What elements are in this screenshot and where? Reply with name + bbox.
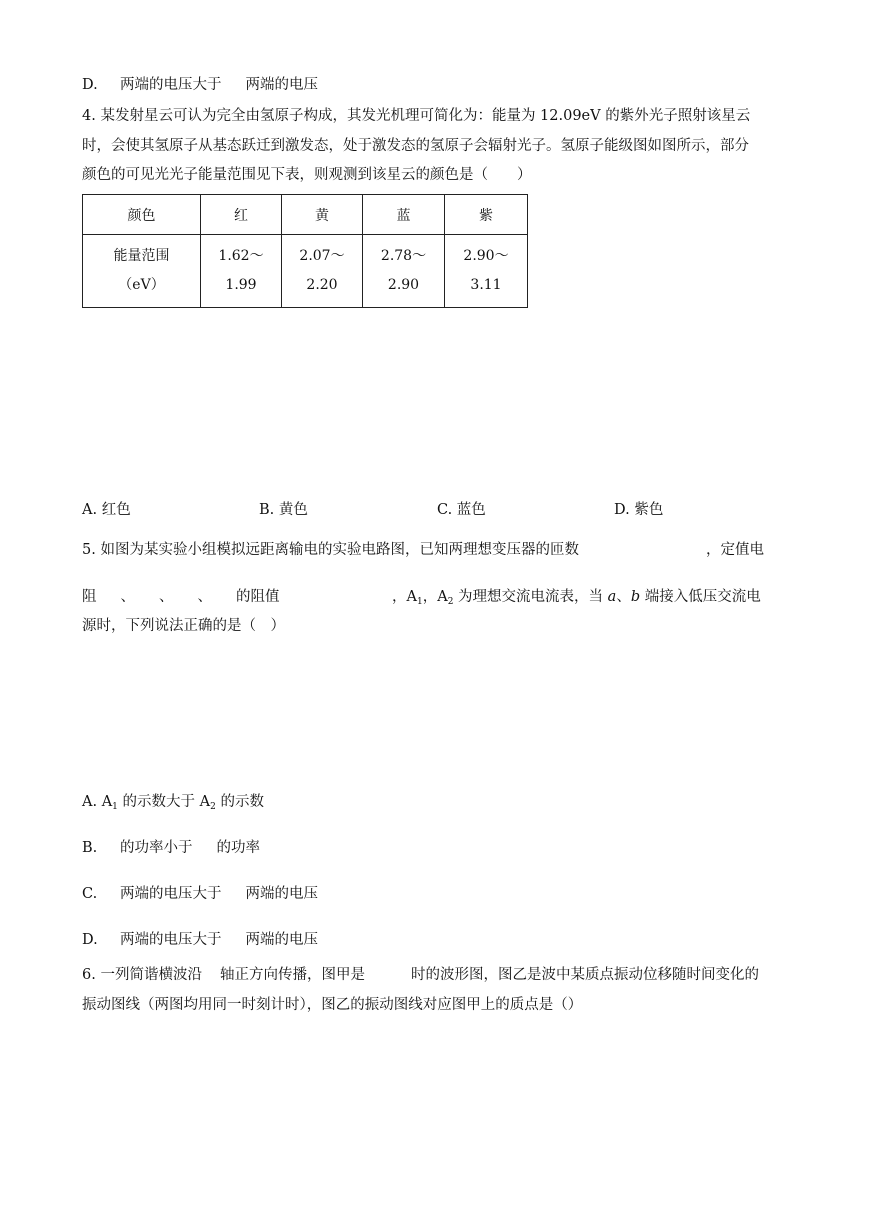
q5-stem-line-1-a: 5. 如图为某实验小组模拟远距离输电的实验电路图，已知两理想变压器的匝数 xyxy=(82,542,579,558)
q5-option-d-text-1: 两端的电压大于 xyxy=(120,932,222,948)
q5-stem-line-2 xyxy=(82,587,280,607)
table-header-cell: 红 xyxy=(201,195,282,235)
q5-option-c xyxy=(82,884,318,904)
q5-sub: 1 xyxy=(416,597,423,607)
range-to: 2.20 xyxy=(306,277,338,293)
q6-text: 6. 一列简谐横波沿 xyxy=(82,967,202,983)
table-cell xyxy=(282,235,363,308)
q3-option-d-text-1: 两端的电压大于 xyxy=(120,77,222,93)
q5-text: 端接入低压交流电 xyxy=(640,589,761,605)
table-header-cell: 紫 xyxy=(445,195,528,235)
q5-opt-a-sub: 1 xyxy=(112,802,118,812)
table-row-label xyxy=(83,235,201,308)
q5-opt-a-text: 的示数大于 A xyxy=(117,794,211,810)
q5-option-d-text-2: 两端的电压 xyxy=(245,932,318,948)
table-row xyxy=(83,235,528,308)
q5-text: 、 xyxy=(197,589,212,605)
table-header-cell: 颜色 xyxy=(83,195,201,235)
q6-text: 轴正方向传播，图甲是 xyxy=(219,967,365,983)
q4-option-a: A. 红色 xyxy=(82,502,131,518)
range-from: 1.62～ xyxy=(218,248,264,264)
q5-opt-a-text: A. A xyxy=(82,794,113,810)
range-to: 1.99 xyxy=(225,277,257,293)
table-header-cell: 黄 xyxy=(282,195,363,235)
q6-text: 时的波形图，图乙是波中某质点振动位移随时间变化的 xyxy=(410,967,759,983)
q5-text: 阻 xyxy=(82,589,97,605)
row-label-line-1: 能量范围 xyxy=(113,248,170,264)
q3-option-d xyxy=(82,75,318,95)
table-cell xyxy=(445,235,528,308)
q5-option-b-text-2: 的功率 xyxy=(216,840,260,856)
table-header-cell: 蓝 xyxy=(363,195,445,235)
q5-text: ，A xyxy=(392,589,417,605)
q3-option-d-text-2: 两端的电压 xyxy=(245,77,318,93)
q5-text: 、 xyxy=(120,589,135,605)
q5-var-b: b xyxy=(630,589,641,605)
q5-option-d xyxy=(82,930,318,950)
q6-stem-line-2: 振动图线（两图均用同一时刻计时），图乙的振动图线对应图甲上的质点是（） xyxy=(82,997,583,1013)
table-header-row xyxy=(83,195,528,235)
table-cell xyxy=(201,235,282,308)
q4-stem-line-2: 时，会使其氢原子从基态跃迁到激发态，处于激发态的氢原子会辐射光子。氢原子能级图如图所示，部分 xyxy=(82,138,749,154)
q5-stem-line-3: 源时，下列说法正确的是（ ） xyxy=(82,618,285,634)
q5-stem-line-1-b: ，定值电 xyxy=(706,542,764,558)
range-to: 3.11 xyxy=(470,277,502,293)
q3-option-d-label: D. xyxy=(82,77,98,93)
q5-sub: 2 xyxy=(447,597,454,607)
q5-stem-line-2-right xyxy=(392,587,761,612)
q5-text: ，A xyxy=(422,589,448,605)
q5-text: 、 xyxy=(616,589,631,605)
range-from: 2.90～ xyxy=(463,248,509,264)
q5-option-b-text-1: 的功率小于 xyxy=(120,840,193,856)
q5-option-b xyxy=(82,838,260,858)
q5-option-b-label: B. xyxy=(82,840,98,856)
q5-option-c-text-1: 两端的电压大于 xyxy=(120,886,222,902)
q4-option-c: C. 蓝色 xyxy=(437,502,486,518)
q5-option-a xyxy=(82,792,264,817)
q5-text: 的阻值 xyxy=(236,589,280,605)
table-cell xyxy=(363,235,445,308)
row-label-line-2: （eV） xyxy=(118,277,165,293)
energy-range-table xyxy=(82,194,528,308)
q6-stem-line-1 xyxy=(82,965,759,985)
q4-stem-line-3: 颜色的可见光光子能量范围见下表，则观测到该星云的颜色是（ ） xyxy=(82,167,532,183)
q4-option-d: D. 紫色 xyxy=(614,502,664,518)
q5-option-c-text-2: 两端的电压 xyxy=(245,886,318,902)
q4-option-b: B. 黄色 xyxy=(259,502,308,518)
q5-text: 为理想交流电流表，当 xyxy=(453,589,608,605)
q4-stem-line-1: 4. 某发射星云可认为完全由氢原子构成，其发光机理可简化为：能量为 12.09eV 的紫外光子照射该星云 xyxy=(82,108,751,124)
q5-opt-a-text: 的示数 xyxy=(215,794,264,810)
range-to: 2.90 xyxy=(387,277,420,293)
range-from: 2.78～ xyxy=(380,248,427,264)
q5-opt-a-sub: 2 xyxy=(210,802,216,812)
range-from: 2.07～ xyxy=(299,248,345,264)
q5-var-a: a xyxy=(607,589,617,605)
q5-text: 、 xyxy=(159,589,174,605)
q5-option-c-label: C. xyxy=(82,886,98,902)
q5-option-d-label: D. xyxy=(82,932,98,948)
